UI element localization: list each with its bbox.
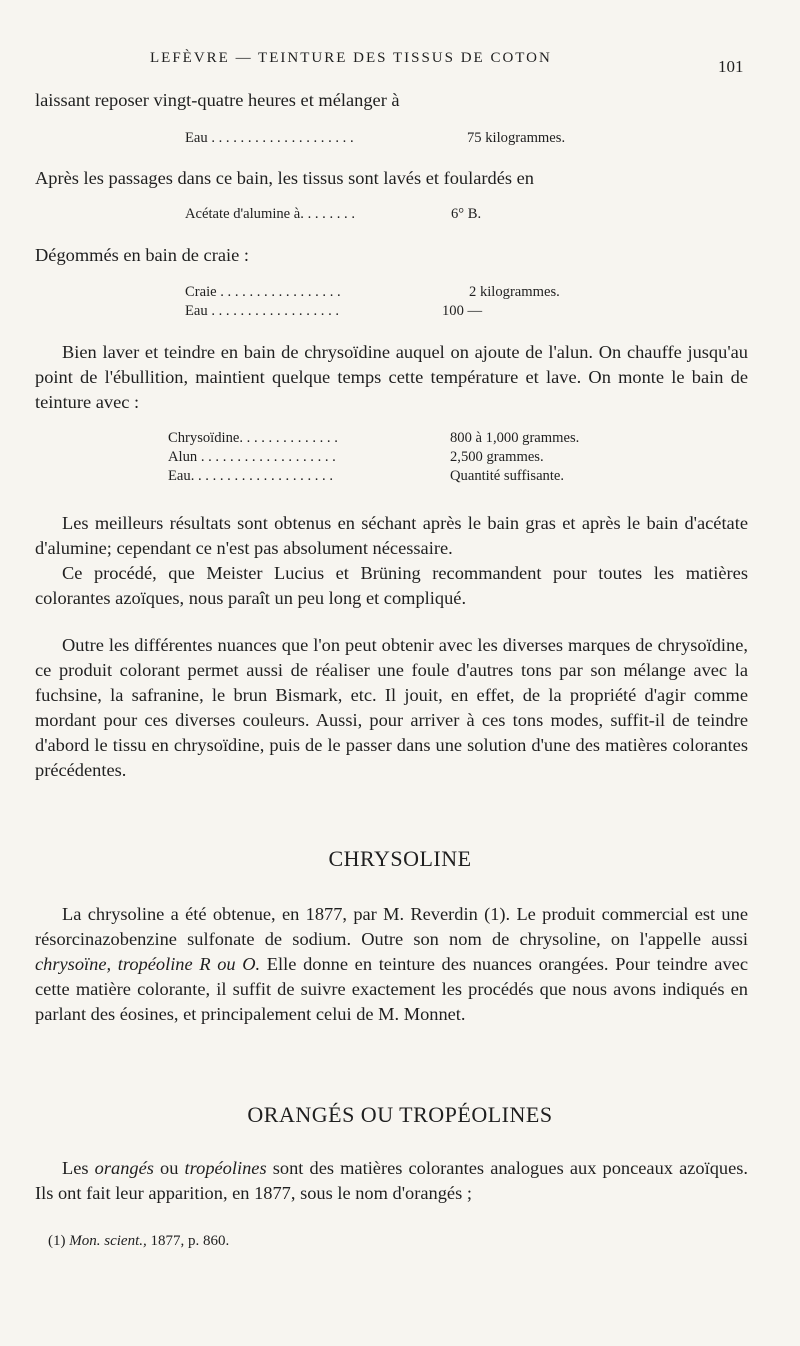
recipe-item-value: 800 à 1,000 grammes. xyxy=(450,430,580,446)
recipe-item-value: Quantité suffisante. xyxy=(450,468,565,484)
paragraph-9 xyxy=(35,1156,748,1206)
paragraph-9-text-2: ou xyxy=(153,1158,185,1178)
recipe-item-name: Chrysoïdine. . . . . . . . . . . . . . xyxy=(168,430,338,446)
section-heading-oranges: ORANGÉS OU TROPÉOLINES xyxy=(247,1102,553,1127)
paragraph-9-text: Les xyxy=(62,1158,95,1178)
recipe-item-value: 75 kilogrammes. xyxy=(467,130,566,146)
recipe-item-name: Acétate d'alumine à. . . . . . . . xyxy=(185,206,355,222)
recipe-chalk xyxy=(185,283,560,321)
paragraph-8 xyxy=(35,902,748,1027)
recipe-water xyxy=(185,129,566,148)
paragraph-1: laissant reposer vingt-quatre heures et mélanger à xyxy=(35,90,400,110)
recipe-item-name: Eau. . . . . . . . . . . . . . . . . . . . xyxy=(168,468,333,484)
footnote-source: Mon. scient., xyxy=(69,1233,147,1249)
section-heading-chrysoline: CHRYSOLINE xyxy=(328,846,472,871)
recipe-alumina xyxy=(185,205,482,224)
recipe-item-name: Eau . . . . . . . . . . . . . . . . . . . . xyxy=(185,130,354,146)
recipe-item-name: Alun . . . . . . . . . . . . . . . . . . . xyxy=(168,449,336,465)
paragraph-5: Les meilleurs résultats sont obtenus en séchant après le bain gras et après le bain d'acétate d'alumine; cependant ce n'est pas absolument nécessaire. xyxy=(35,513,748,558)
paragraph-2: Après les passages dans ce bain, les tissus sont lavés et foulardés en xyxy=(35,168,534,188)
page-number: 101 xyxy=(718,57,744,76)
footnote xyxy=(48,1233,229,1250)
recipe-item-value: 2 kilogrammes. xyxy=(469,284,560,300)
footnote-details: 1877, p. 860. xyxy=(146,1233,230,1249)
paragraph-6: Ce procédé, que Meister Lucius et Brüning recommandent pour toutes les matières colorantes azoïques, nous paraît un peu long et compliqué. xyxy=(35,563,748,608)
paragraph-3: Dégommés en bain de craie : xyxy=(35,245,249,265)
footnote-mark: (1) xyxy=(48,1233,66,1249)
recipe-item-value: 6° B. xyxy=(451,206,482,222)
paragraph-4: Bien laver et teindre en bain de chrysoïdine auquel on ajoute de l'alun. On chauffe jusqu'au point de l'ébullition, maintient quelque temps cette température et lave. On monte le bain de teinture avec : xyxy=(35,342,748,412)
paragraph-9-italic-2: tropéolines xyxy=(184,1158,267,1178)
recipe-item-value: 2,500 grammes. xyxy=(450,449,544,465)
recipe-item-name: Eau . . . . . . . . . . . . . . . . . . xyxy=(185,303,340,319)
recipe-dye-bath xyxy=(168,429,580,486)
recipe-item-name: Craie . . . . . . . . . . . . . . . . . xyxy=(185,284,341,300)
running-title: LEFÈVRE — TEINTURE DES TISSUS DE COTON xyxy=(150,50,552,66)
paragraph-7: Outre les différentes nuances que l'on peut obtenir avec les diverses marques de chrysoïdine, ce produit colorant permet aussi de réaliser une foule d'autres tons par son mélange avec la fuchsine, la safranine, le brun Bismark, etc. Il jouit, en effet, de la propriété d'agir comme mordant pour ces diverses couleurs. Aussi, pour arriver à ces tons modes, suffit-il de teindre d'abord le tissu en chrysoïdine, puis de le passer dans une solution d'une des matières colorantes précédentes. xyxy=(35,635,748,780)
paragraph-9-italic: orangés xyxy=(94,1158,154,1178)
paragraph-8-italic: chrysoïne, tropéoline R ou O. xyxy=(35,954,261,974)
recipe-item-value: 100 — xyxy=(442,303,483,319)
paragraph-8-text: La chrysoline a été obtenue, en 1877, par M. Reverdin (1). Le produit commercial est une résorcinazobenzine sulfonate de sodium. Outre son nom de chrysoline, on l'appelle aussi xyxy=(35,904,748,949)
paragraph-8-text-end: Elle donne en teinture des nuances orangées. Pour teindre avec cette matière colorante, il suffit de suivre exactement les procédés que nous avons indiqués en parlant des éosines, et principalement celui de M. Monnet. xyxy=(35,954,748,1024)
paragraph-9-text-end: sont des matières colorantes analogues aux ponceaux azoïques. Ils ont fait leur apparition, en 1877, sous le nom d'orangés ; xyxy=(35,1158,749,1203)
